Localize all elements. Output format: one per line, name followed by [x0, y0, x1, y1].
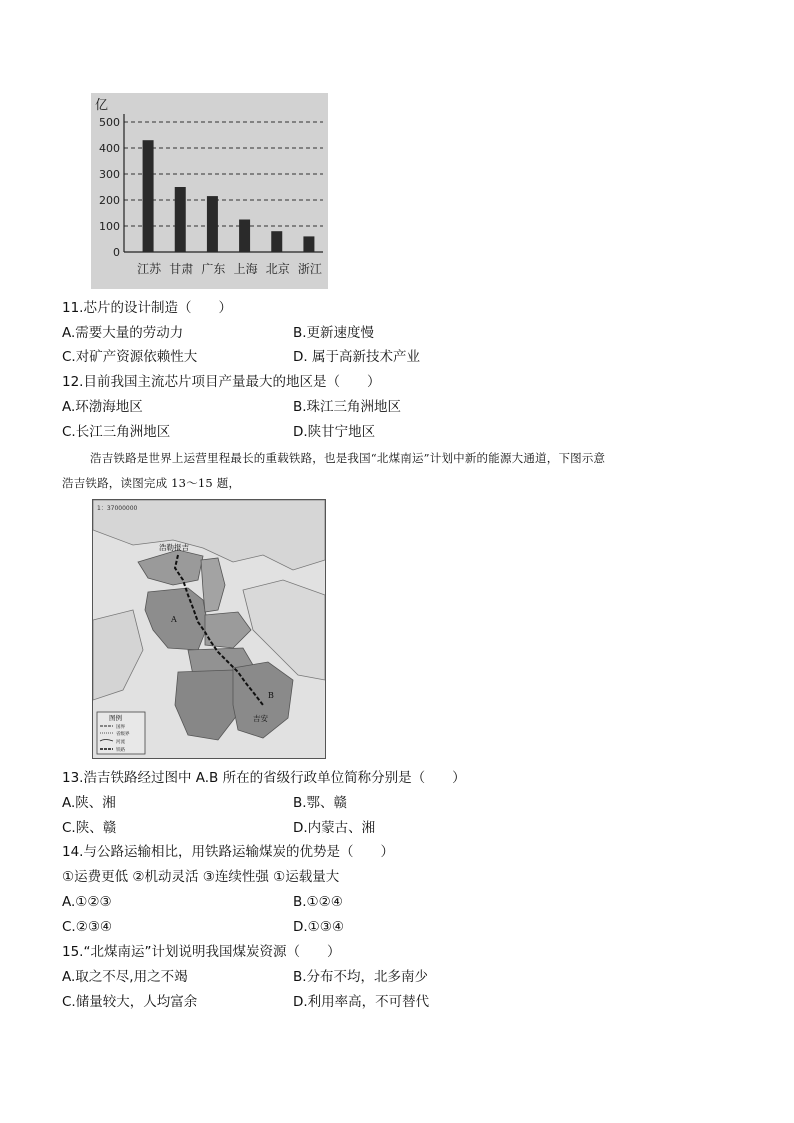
- bar-chart: [91, 93, 328, 289]
- chart-x-tick-label: 广东: [201, 262, 226, 276]
- map-end-label: 吉安: [253, 714, 268, 723]
- chart-y-tick-label: 500: [99, 116, 120, 129]
- map-province-jiangxi: [233, 662, 293, 738]
- map-label-a: A: [171, 615, 177, 624]
- q13-option-c[interactable]: C.陕、赣: [62, 820, 117, 836]
- legend-item-1: 国界: [116, 725, 125, 730]
- q15-option-c[interactable]: C.储量较大，人均富余: [62, 994, 198, 1010]
- q15-option-d[interactable]: D.利用率高，不可替代: [293, 994, 430, 1010]
- q12-option-d[interactable]: D.陕甘宁地区: [293, 424, 376, 440]
- legend-title: 图例: [109, 714, 122, 722]
- chart-bar: [207, 196, 218, 252]
- intro-line-2: 浩吉铁路，读图完成 13～15 题，: [62, 476, 241, 490]
- q15-option-a[interactable]: A.取之不尽,用之不竭: [62, 969, 188, 985]
- map-start-label: 浩勒报吉: [159, 543, 189, 552]
- q13-option-row-1: [62, 794, 348, 812]
- q14-option-a[interactable]: A.①②③: [62, 894, 112, 910]
- q14-option-row-1: [62, 893, 343, 911]
- legend-item-4: 铁路: [116, 748, 125, 753]
- chart-bar: [239, 220, 250, 253]
- map-province-inner-mongolia: [138, 550, 203, 585]
- q12-option-c[interactable]: C.长江三角洲地区: [62, 424, 171, 440]
- q12-option-row-1: [62, 398, 402, 416]
- map-region-west: [93, 610, 143, 700]
- chart-y-tick-label: 400: [99, 142, 120, 155]
- chart-bar: [143, 140, 154, 252]
- q11-stem: 11.芯片的设计制造（ ）: [62, 300, 232, 316]
- chart-x-tick-label: 江苏: [137, 262, 162, 276]
- q11-option-c[interactable]: C.对矿产资源依赖性大: [62, 349, 198, 365]
- q12-stem: 12.目前我国主流芯片项目产量最大的地区是（ ）: [62, 374, 381, 390]
- q13-stem: 13.浩吉铁路经过图中 A.B 所在的省级行政单位简称分别是（ ）: [62, 770, 466, 786]
- q13-option-b[interactable]: B.鄂、赣: [293, 795, 348, 811]
- q15-option-row-2: [62, 993, 430, 1011]
- map-province-hunan: [175, 670, 241, 740]
- chart-bar: [175, 187, 186, 252]
- chart-y-tick-label: 0: [113, 246, 120, 259]
- q14-option-d[interactable]: D.①③④: [293, 919, 344, 935]
- map-province-shanxi: [201, 558, 225, 612]
- q13-option-d[interactable]: D.内蒙古、湘: [293, 820, 376, 836]
- q12-option-a[interactable]: A.环渤海地区: [62, 399, 143, 415]
- chart-y-tick-label: 100: [99, 220, 120, 233]
- q13-option-row-2: [62, 819, 376, 837]
- bar-chart-svg: [91, 93, 328, 289]
- q14-stem: 14.与公路运输相比，用铁路运输煤炭的优势是（ ）: [62, 844, 394, 860]
- chart-x-tick-label: 浙江: [297, 262, 322, 276]
- chart-y-unit-label: 亿: [95, 98, 109, 113]
- chart-x-tick-label: 北京: [265, 262, 290, 276]
- map-label-b: B: [268, 691, 274, 700]
- map-legend: [97, 712, 145, 754]
- q12-option-row-2: [62, 423, 376, 441]
- chart-bar: [303, 236, 314, 252]
- chart-y-tick-label: 200: [99, 194, 120, 207]
- q11-option-a[interactable]: A.需要大量的劳动力: [62, 325, 184, 341]
- intro-line-1: 浩吉铁路是世界上运营里程最长的重载铁路，也是我国“北煤南运”计划中新的能源大通道，下图示意: [90, 451, 606, 465]
- q13-option-a[interactable]: A.陕、湘: [62, 795, 116, 811]
- chart-x-tick-label: 上海: [233, 262, 258, 276]
- q15-option-row-1: [62, 968, 429, 986]
- q11-option-row-1: [62, 324, 375, 342]
- railway-map-svg: [93, 500, 325, 758]
- q15-stem: 15.“北煤南运”计划说明我国煤炭资源（ ）: [62, 944, 341, 960]
- q12-option-b[interactable]: B.珠江三角洲地区: [293, 399, 402, 415]
- q11-option-row-2: [62, 348, 420, 366]
- q15-option-b[interactable]: B.分布不均，北多南少: [293, 969, 429, 985]
- q14-options-list: ①运费更低 ②机动灵活 ③连续性强 ①运载量大: [62, 869, 340, 885]
- q11-option-b[interactable]: B.更新速度慢: [293, 325, 375, 341]
- legend-item-2: 省级界: [116, 732, 130, 737]
- q14-option-b[interactable]: B.①②④: [293, 894, 343, 910]
- q14-option-c[interactable]: C.②③④: [62, 919, 113, 935]
- q14-option-row-2: [62, 918, 344, 936]
- chart-bar: [271, 231, 282, 252]
- chart-x-tick-label: 甘肃: [169, 262, 194, 276]
- map-scale: 1：37000000: [97, 505, 138, 512]
- chart-y-tick-label: 300: [99, 168, 120, 181]
- railway-map: [92, 499, 326, 759]
- legend-item-3: 河流: [116, 740, 125, 745]
- q11-option-d[interactable]: D. 属于高新技术产业: [293, 349, 420, 365]
